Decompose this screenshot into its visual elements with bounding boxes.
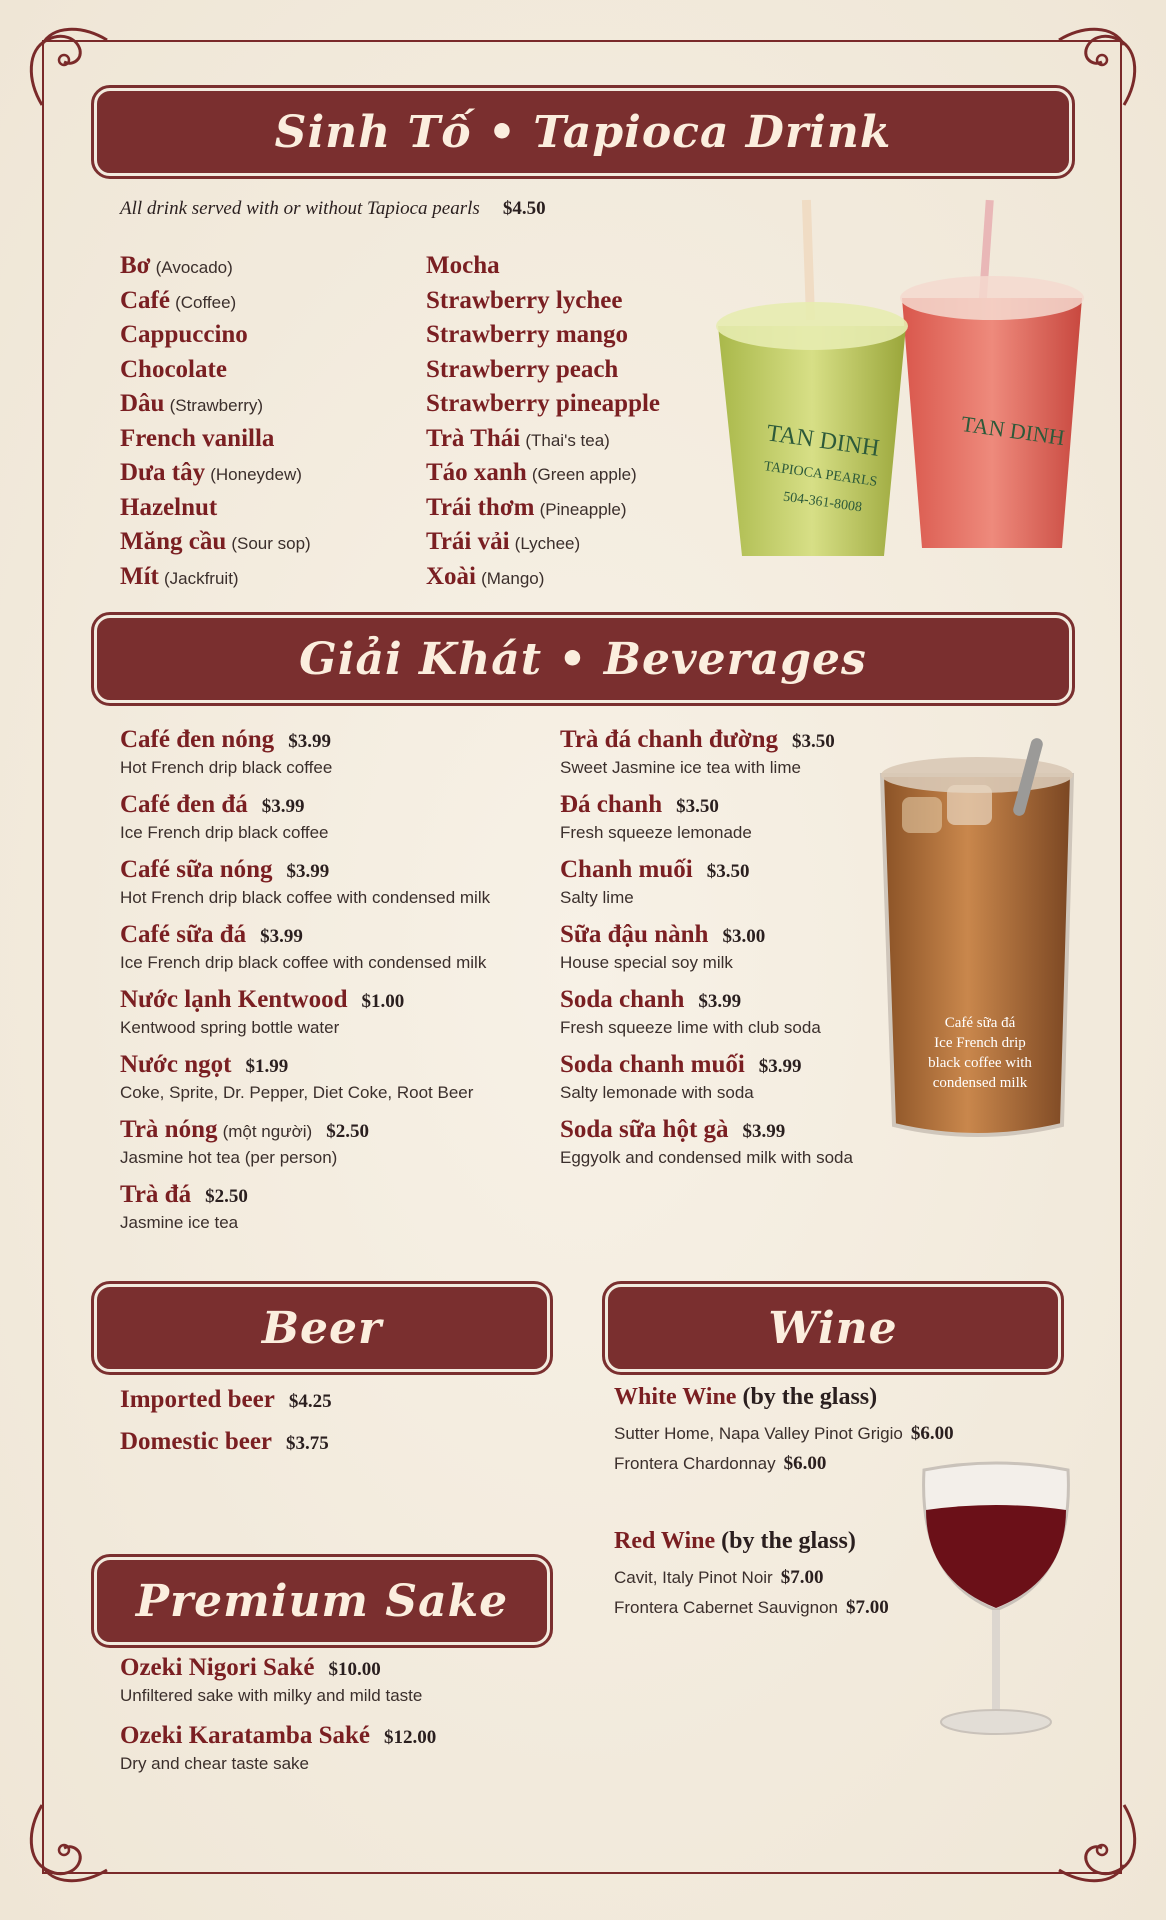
- list-item: Nước lạnh Kentwood $1.00 Kentwood spring bottle water: [120, 986, 405, 1037]
- list-item: Trà đá $2.50 Jasmine ice tea: [120, 1181, 248, 1232]
- list-item: Mít (Jackfruit): [120, 562, 239, 590]
- wine-title: Wine: [768, 1302, 898, 1354]
- list-item: Strawberry pineapple: [426, 390, 661, 417]
- tapioca-list-right: [426, 250, 660, 595]
- list-item: Đá chanh $3.50 Fresh squeeze lemonade: [560, 791, 752, 842]
- tapioca-banner: [94, 88, 1072, 176]
- corner-ornament-icon: [1054, 1800, 1144, 1890]
- list-item: Domestic beer $3.75: [120, 1428, 329, 1455]
- list-item: Cappuccino: [120, 321, 248, 348]
- list-item: Nước ngọt $1.99 Coke, Sprite, Dr. Pepper, Diet Coke, Root Beer: [120, 1051, 474, 1102]
- list-item: Măng cầu (Sour sop): [120, 528, 311, 555]
- ice-cube-icon: [947, 785, 992, 825]
- beverages-banner: [94, 615, 1072, 703]
- list-item: Ozeki Nigori Saké $10.00 Unfiltered sake with milky and mild taste: [120, 1654, 423, 1705]
- beer-banner: [94, 1284, 550, 1372]
- beer-title: Beer: [261, 1302, 383, 1354]
- list-item: Sữa đậu nành $3.00 House special soy milk: [560, 921, 766, 972]
- green-cup-subtext: TAPIOCA PEARLS: [762, 459, 879, 490]
- list-item: Café (Coffee): [120, 286, 237, 314]
- green-cup-text: TAN DINH: [765, 420, 881, 462]
- list-item: Chocolate: [120, 355, 227, 383]
- red-cup-text: TAN DINH: [959, 410, 1067, 451]
- ice-cube-icon: [902, 797, 942, 833]
- red-wine-section: [614, 1528, 889, 1623]
- beverages-title: Giải Khát • Beverages: [299, 633, 867, 685]
- red-wine-heading: Red Wine (by the glass): [614, 1528, 856, 1554]
- list-item: Trà đá chanh đường $3.50 Sweet Jasmine ice tea with lime: [560, 726, 835, 777]
- sake-banner: [94, 1557, 550, 1645]
- white-wine-section: [614, 1384, 954, 1479]
- list-item: Strawberry lychee: [426, 286, 623, 314]
- list-item: Café sữa đá $3.99 Ice French drip black coffee with condensed milk: [120, 921, 487, 972]
- tapioca-list-left: [120, 250, 311, 595]
- list-item: Café đen đá $3.99 Ice French drip black coffee: [120, 791, 329, 842]
- list-item: Strawberry mango: [426, 321, 629, 348]
- sake-list: [120, 1654, 436, 1787]
- list-item: Trà Thái (Thai's tea): [426, 424, 610, 452]
- list-item: Ozeki Karatamba Saké $12.00 Dry and chear taste sake: [120, 1722, 437, 1773]
- wine-banner: [605, 1284, 1061, 1372]
- list-item: Trà nóng (một người) $2.50 Jasmine hot tea (per person): [120, 1116, 369, 1167]
- list-item: Soda chanh $3.99 Fresh squeeze lime with club soda: [560, 986, 821, 1037]
- list-item: Soda chanh muối $3.99 Salty lemonade with soda: [560, 1051, 802, 1102]
- tapioca-price: $4.50: [502, 198, 546, 219]
- list-item: Dâu (Strawberry): [120, 390, 264, 417]
- list-item: Cavit, Italy Pinot Noir $7.00: [614, 1567, 824, 1588]
- iced-coffee-caption: Café sữa đá Ice French drip black coffee with condensed milk: [928, 1015, 1032, 1091]
- beverages-list-right: [560, 726, 853, 1181]
- list-item: Dưa tây (Honeydew): [120, 459, 302, 486]
- list-item: Frontera Chardonnay $6.00: [614, 1453, 827, 1474]
- list-item: Café đen nóng $3.99 Hot French drip black coffee: [120, 726, 333, 777]
- sake-title: Premium Sake: [135, 1575, 509, 1627]
- list-item: Imported beer $4.25: [120, 1386, 332, 1413]
- list-item: Café sữa nóng $3.99 Hot French drip black coffee with condensed milk: [120, 856, 491, 907]
- list-item: Strawberry peach: [426, 355, 619, 383]
- list-item: French vanilla: [120, 424, 275, 452]
- tapioca-note: All drink served with or without Tapioca pearls: [120, 198, 480, 219]
- list-item: Trái vải (Lychee): [426, 528, 581, 555]
- list-item: Soda sữa hột gà $3.99 Eggyolk and condensed milk with soda: [560, 1116, 853, 1167]
- beer-list: [120, 1380, 332, 1464]
- list-item: Hazelnut: [120, 493, 218, 521]
- tapioca-note-line: [120, 198, 546, 220]
- list-item: Chanh muối $3.50 Salty lime: [560, 856, 750, 907]
- list-item: Sutter Home, Napa Valley Pinot Grigio $6.00: [614, 1423, 954, 1444]
- list-item: Trái thơm (Pineapple): [426, 493, 627, 521]
- beverages-list-left: [120, 726, 490, 1246]
- list-item: Táo xanh (Green apple): [426, 459, 637, 486]
- list-item: Frontera Cabernet Sauvignon $7.00: [614, 1597, 889, 1618]
- list-item: Bơ (Avocado): [120, 252, 233, 279]
- list-item: Xoài (Mango): [426, 562, 545, 590]
- corner-ornament-icon: [22, 1800, 112, 1890]
- tapioca-drinks-photo: [712, 198, 1092, 568]
- list-item: Mocha: [426, 252, 500, 279]
- tapioca-title: Sinh Tố • Tapioca Drink: [274, 106, 892, 158]
- wine-glass-icon: [916, 1460, 1076, 1750]
- white-wine-heading: White Wine (by the glass): [614, 1384, 878, 1410]
- green-cup-phone: 504-361-8008: [782, 489, 863, 516]
